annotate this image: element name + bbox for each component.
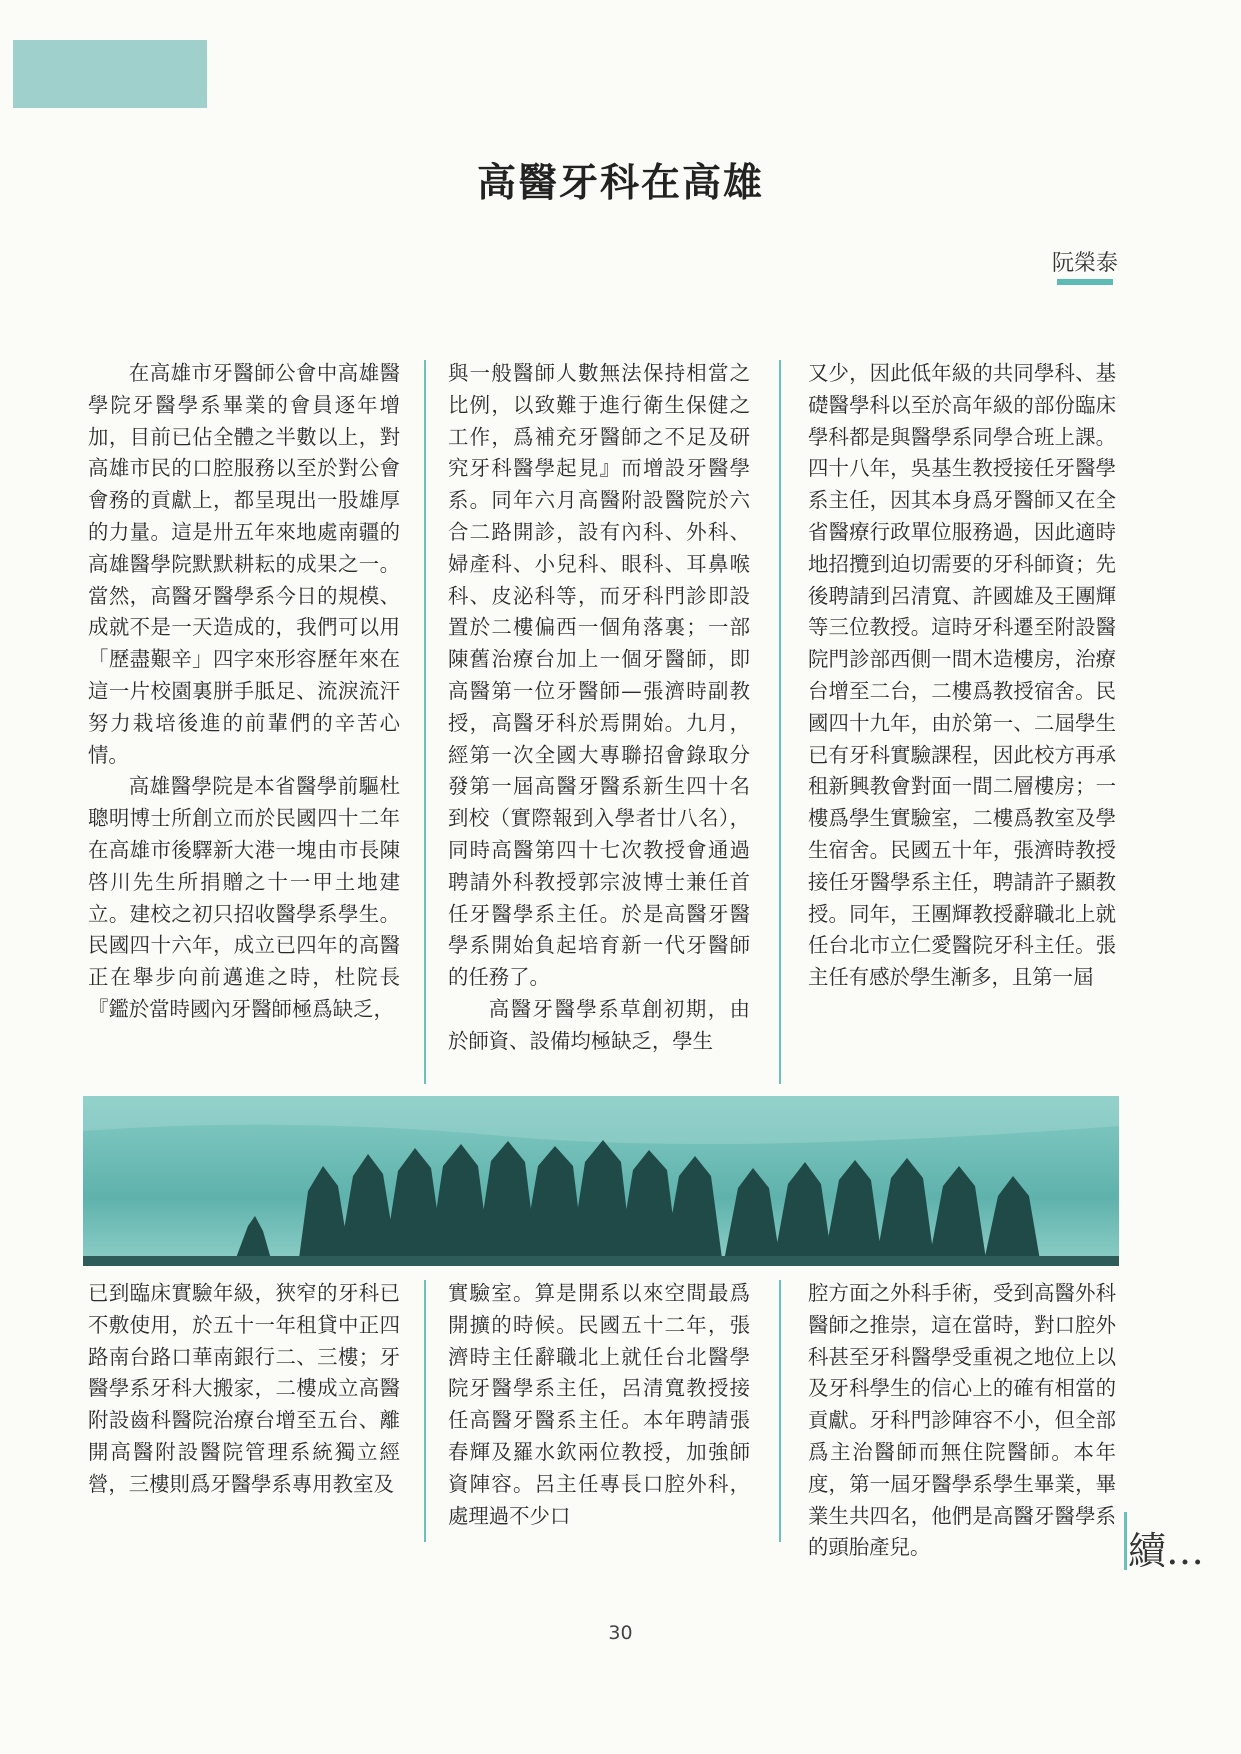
paragraph: 高醫牙醫學系草創初期，由於師資、設備均極缺乏，學生 bbox=[448, 996, 750, 1053]
column-divider bbox=[424, 360, 426, 1084]
bottom-column-1 bbox=[88, 1278, 400, 1501]
column-divider bbox=[779, 1280, 781, 1542]
bottom-column-2 bbox=[448, 1278, 750, 1532]
paragraph: 已到臨床實驗年級，狹窄的牙科已不敷使用，於五十一年租貸中正四路南台路口華南銀行二、三樓；牙醫學系牙科大搬家，二樓成立高醫附設齒科醫院治療台增至五台、離開高醫附設醫院管理系統獨立經營，三樓則爲牙醫學系專用教室及 bbox=[88, 1281, 400, 1496]
bottom-column-3 bbox=[808, 1278, 1116, 1564]
tree-line-photo bbox=[83, 1096, 1119, 1266]
author-underline bbox=[1057, 279, 1113, 285]
author-name: 阮榮泰 bbox=[1052, 251, 1119, 276]
paragraph: 腔方面之外科手術，受到高醫外科醫師之推崇，這在當時，對口腔外科甚至牙科醫學受重視之地位上以及牙科學生的信心上的確有相當的貢獻。牙科門診陣容不小，但全部爲主治醫師而無住院醫師。本年度，第一屆牙醫學系學生畢業，畢業生共四名，他們是高醫牙醫學系的頭胎產兒。 bbox=[808, 1281, 1116, 1560]
paragraph: 在高雄市牙醫師公會中高雄醫學院牙醫學系畢業的會員逐年增加，目前已佔全體之半數以上，對高雄市民的口腔服務以至於對公會會務的貢獻上，都呈現出一股雄厚的力量。這是卅五年來地處南疆的高雄醫學院默默耕耘的成果之一。當然，高醫牙醫學系今日的規模、成就不是一天造成的，我們可以用「歷盡艱辛」四字來形容歷年來在這一片校園裏胼手胝足、流淚流汗努力栽培後進的前輩們的辛苦心情。 bbox=[88, 361, 400, 767]
column-divider bbox=[779, 360, 781, 1084]
paragraph: 高雄醫學院是本省醫學前驅杜聰明博士所創立而於民國四十二年在高雄市後驛新大港一塊由市長陳啓川先生所捐贈之十一甲土地建立。建校之初只招收醫學系學生。民國四十六年，成立已四年的高醫正在舉步向前邁進之時，杜院長『鑑於當時國內牙醫師極爲缺乏， bbox=[88, 774, 400, 1021]
top-column-2 bbox=[448, 358, 750, 1058]
paragraph: 又少，因此低年級的共同學科、基礎醫學科以至於高年級的部份臨床學科都是與醫學系同學合班上課。四十八年，吳基生教授接任牙醫學系主任，因其本身爲牙醫師又在全省醫療行政單位服務過，因此適時地招攬到迫切需要的牙科師資；先後聘請到呂清寬、許國雄及王團輝等三位教授。這時牙科遷至附設醫院門診部西側一間木造樓房，治療台增至二台，二樓爲教授宿舍。民國四十九年，由於第一、二屆學生已有牙科實驗課程，因此校方再承租新興教會對面一間二層樓房；一樓爲學生實驗室，二樓爲教室及學生宿舍。民國五十年，張濟時教授接任牙醫學系主任，聘請許子顯教授。同年，王團輝教授辭職北上就任台北市立仁愛醫院牙科主任。張主任有感於學生漸多，且第一屆 bbox=[808, 361, 1116, 990]
continue-marker: 續… bbox=[1128, 1529, 1205, 1573]
paragraph: 實驗室。算是開系以來空間最爲開擴的時候。民國五十二年，張濟時主任辭職北上就任台北醫學院牙醫學系主任，呂清寬教授接任高醫牙醫系主任。本年聘請張春輝及羅水欽兩位教授，加強師資陣容。呂主任專長口腔外科，處理過不少口 bbox=[448, 1281, 750, 1528]
column-divider bbox=[424, 1280, 426, 1542]
article-title: 高醫牙科在高雄 bbox=[476, 160, 764, 206]
corner-color-block bbox=[13, 40, 207, 108]
paragraph: 與一般醫師人數無法保持相當之比例，以致難于進行衛生保健之工作，爲補充牙醫師之不足及研究牙科醫學起見』而增設牙醫學系。同年六月高醫附設醫院於六合二路開診，設有內科、外科、婦產科、小兒科、眼科、耳鼻喉科、皮泌科等，而牙科門診即設置於二樓偏西一個角落裏；一部陳舊治療台加上一個牙醫師，即高醫第一位牙醫師—張濟時副教授，高醫牙科於焉開始。九月，經第一次全國大專聯招會錄取分發第一屆高醫牙醫系新生四十名到校（實際報到入學者廿八名），同時高醫第四十七次教授會通過聘請外科教授郭宗波博士兼任首任牙醫學系主任。於是高醫牙醫學系開始負起培育新一代牙醫師的任務了。 bbox=[448, 361, 750, 990]
top-column-3 bbox=[808, 358, 1116, 994]
tree-silhouette-graphic bbox=[83, 1096, 1119, 1266]
page-number: 30 bbox=[608, 1622, 633, 1644]
continue-marker-bar bbox=[1124, 1512, 1127, 1570]
top-column-1 bbox=[88, 358, 400, 1026]
